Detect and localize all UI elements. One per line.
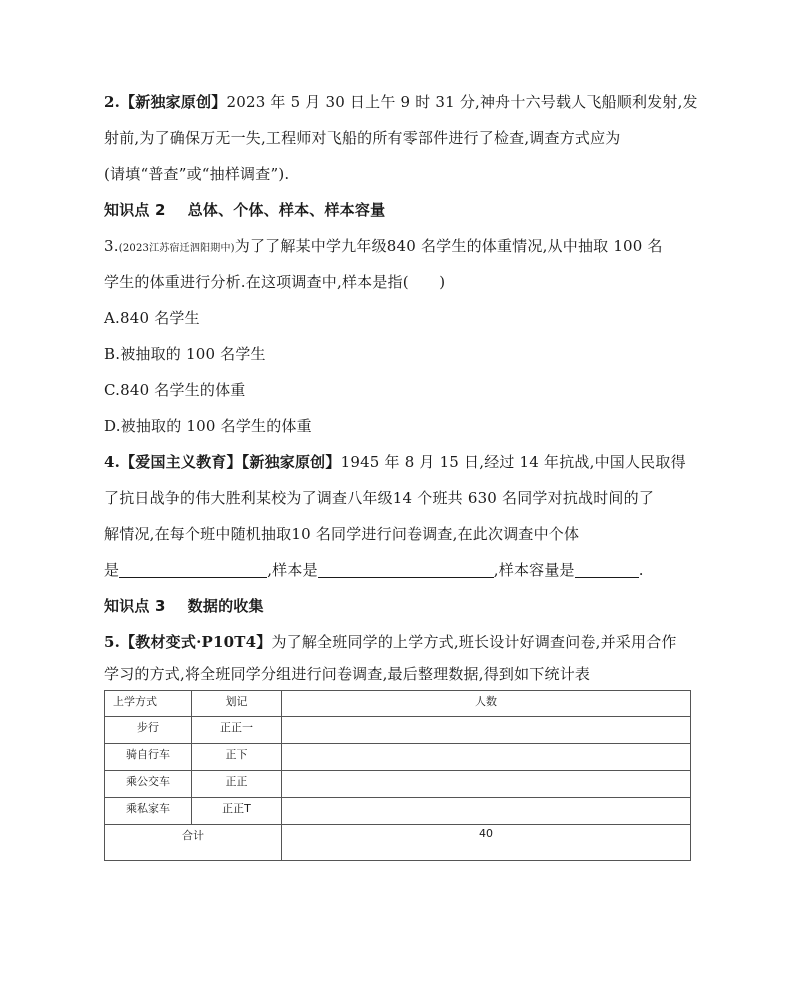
- q2-line-2: 射前,为了确保万无一失,工程师对飞船的所有零部件进行了检查,调查方式应为: [104, 129, 621, 147]
- table-cell-tally: 正下: [192, 744, 282, 771]
- q2-number: 2.: [104, 93, 121, 111]
- q5-number: 5.: [104, 633, 121, 651]
- table-total-value: 40: [282, 825, 691, 861]
- q4-text-4c: ,样本容量是: [493, 561, 575, 579]
- q5-line-2: 学习的方式,将全班同学分组进行问卷调查,最后整理数据,得到如下统计表: [104, 665, 591, 683]
- knowledge-point-3-heading: [104, 595, 264, 617]
- q3-option-c: C.840 名学生的体重: [104, 381, 246, 399]
- table-total-label: 合计: [105, 825, 282, 861]
- q4-tag-1: 【爱国主义教育】: [120, 453, 242, 471]
- answer-blank-sample[interactable]: [318, 561, 494, 578]
- kp2-title: 总体、个体、样本、样本容量: [187, 201, 386, 219]
- q3-option-a: A.840 名学生: [104, 309, 200, 327]
- q4-text-1: 1945 年 8 月 15 日,经过 14 年抗战,中国人民取得: [340, 453, 686, 471]
- table-row: [105, 798, 691, 825]
- q3-line-2: 学生的体重进行分析.在这项调查中,样本是指( ): [104, 273, 446, 291]
- table-header-count: 人数: [282, 691, 691, 717]
- table-header-row: [105, 691, 691, 717]
- table-cell-tally: 正正一: [192, 717, 282, 744]
- table-row: [105, 744, 691, 771]
- table-total-row: [105, 825, 691, 861]
- q4-text-4b: ,样本是: [267, 561, 318, 579]
- table-header-method: 上学方式: [105, 691, 192, 717]
- q2-text-1: 2023 年 5 月 30 日上午 9 时 31 分,神舟十六号载人飞船顺利发射,发: [226, 93, 698, 111]
- table-cell-tally: 正正: [192, 771, 282, 798]
- q4-text-4d: .: [638, 561, 644, 579]
- q5-text-1: 为了解全班同学的上学方式,班长设计好调查问卷,并采用合作: [271, 633, 677, 651]
- table-cell-method: 步行: [105, 717, 192, 744]
- table-cell-method: 骑自行车: [105, 744, 192, 771]
- table-row: [105, 771, 691, 798]
- q4-line-2: 了抗日战争的伟大胜利某校为了调查八年级14 个班共 630 名同学对抗战时间的了: [104, 489, 655, 507]
- knowledge-point-2-heading: [104, 199, 385, 221]
- table-cell-count[interactable]: [282, 744, 691, 771]
- table-header-tally: 划记: [192, 691, 282, 717]
- q2-line-3: (请填“普查”或“抽样调查”).: [104, 165, 290, 183]
- q2-tag: 【新独家原创】: [120, 93, 227, 111]
- table-row: [105, 717, 691, 744]
- q5-line-1: [104, 631, 677, 653]
- q4-line-3: 解情况,在每个班中随机抽取10 名同学进行问卷调查,在此次调查中个体: [104, 525, 580, 543]
- q4-text-4a: 是: [104, 561, 120, 579]
- q4-number: 4.: [104, 453, 121, 471]
- table-cell-tally: 正正T: [192, 798, 282, 825]
- q5-tag: 【教材变式·P10T4】: [120, 633, 272, 651]
- kp3-title: 数据的收集: [187, 597, 264, 615]
- table-cell-count[interactable]: [282, 717, 691, 744]
- q4-tag-2: 【新独家原创】: [241, 453, 341, 471]
- q3-option-b: B.被抽取的 100 名学生: [104, 345, 266, 363]
- q3-text-1: 为了了解某中学九年级840 名学生的体重情况,从中抽取 100 名: [234, 237, 663, 255]
- answer-blank-individual[interactable]: [119, 561, 267, 578]
- q4-line-1: [104, 451, 686, 473]
- table-cell-count[interactable]: [282, 798, 691, 825]
- q3-line-1: [104, 235, 663, 260]
- kp2-label: 知识点 2: [104, 201, 166, 219]
- q4-line-4: [104, 559, 644, 581]
- table-cell-method: 乘公交车: [105, 771, 192, 798]
- table-cell-method: 乘私家车: [105, 798, 192, 825]
- q3-number: 3.: [104, 237, 119, 255]
- answer-blank-sample-size[interactable]: [575, 561, 639, 578]
- q2-line-1: [104, 91, 698, 113]
- kp3-label: 知识点 3: [104, 597, 166, 615]
- table-cell-count[interactable]: [282, 771, 691, 798]
- q3-option-d: D.被抽取的 100 名学生的体重: [104, 417, 312, 435]
- commute-stats-table: [104, 690, 691, 861]
- q3-source: (2023江苏宿迁泗阳期中): [118, 243, 235, 254]
